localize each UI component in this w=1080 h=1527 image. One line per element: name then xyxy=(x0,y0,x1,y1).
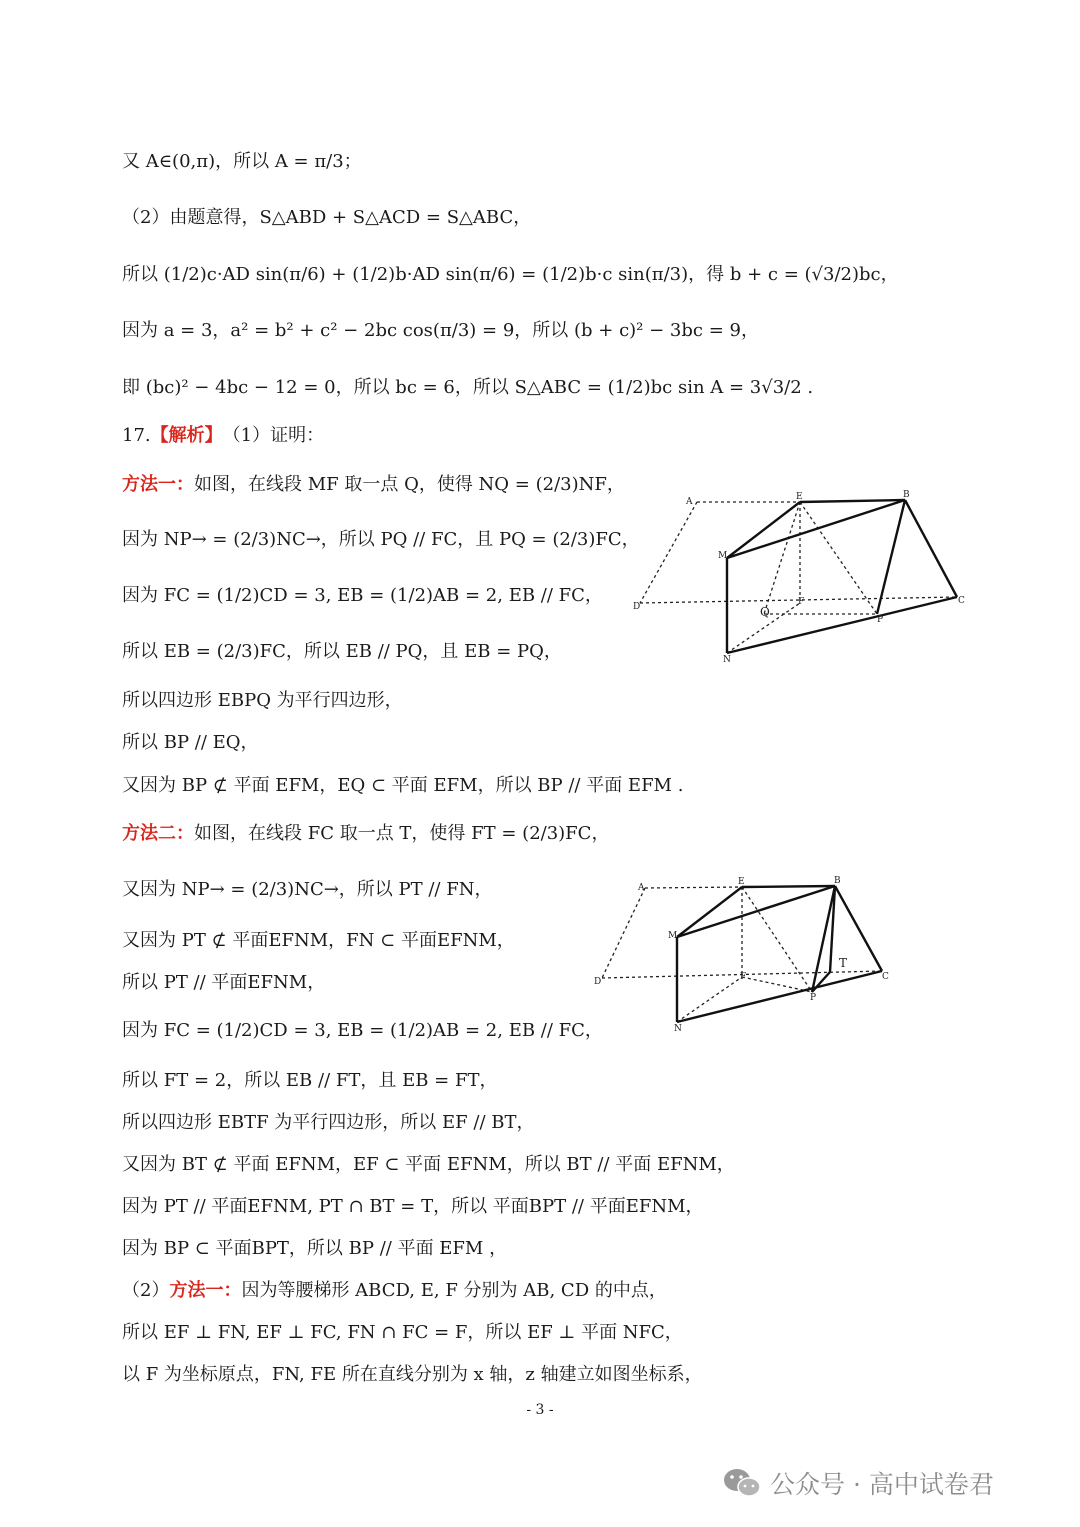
vertex-label: C xyxy=(882,972,889,982)
text-line: （2）由题意得，S△ABD + S△ACD = S△ABC， xyxy=(122,207,532,228)
geometry-figure-2 xyxy=(590,876,895,1036)
text-line: 所以四边形 EBPQ 为平行四边形， xyxy=(122,690,403,711)
text-line: 又因为 BT ⊄ 平面 EFNM，EF ⊂ 平面 EFNM，所以 BT // 平面 EFNM， xyxy=(122,1154,735,1175)
text-line: 又因为 NP→ = (2/3)NC→，所以 PT // FN， xyxy=(122,879,493,900)
geometry-figure-1 xyxy=(630,490,970,665)
vertex-label: N xyxy=(674,1024,682,1034)
text-line: 因为 a = 3，a² = b² + c² − 2bc cos(π/3) = 9，所以 (b + c)² − 3bc = 9， xyxy=(122,320,759,341)
vertex-label: T xyxy=(839,956,848,970)
vertex-label: F xyxy=(740,972,747,982)
watermark-text: 公众号 · 高中试卷君 xyxy=(770,1470,994,1499)
wechat-icon xyxy=(722,1467,762,1505)
vertex-label: N xyxy=(723,655,731,665)
text-line: 所以 BP // EQ， xyxy=(122,732,259,753)
text-line: 所以 (1/2)c·AD sin(π/6) + (1/2)b·AD sin(π/6) = (1/2)b·c sin(π/3)，得 b + c = (√3/2)bc， xyxy=(122,264,899,285)
vertex-label: B xyxy=(903,490,910,500)
vertex-label: B xyxy=(834,876,841,886)
vertex-label: M xyxy=(718,551,728,561)
vertex-label: Q xyxy=(760,605,770,619)
page-number: - 3 - xyxy=(526,1402,554,1418)
method-heading: 方法一：如图，在线段 MF 取一点 Q，使得 NQ = (2/3)NF， xyxy=(122,474,625,495)
text-line: 所以 FT = 2，所以 EB // FT，且 EB = FT， xyxy=(122,1070,498,1091)
vertex-label: C xyxy=(958,596,965,606)
text-line: 所以 PT // 平面EFNM， xyxy=(122,972,326,993)
text-line: 因为 NP→ = (2/3)NC→，所以 PQ // FC，且 PQ = (2/3)FC， xyxy=(122,529,640,550)
vertex-label: D xyxy=(594,977,602,987)
vertex-label: F xyxy=(798,597,805,607)
vertex-label: A xyxy=(686,497,693,507)
vertex-label: P xyxy=(877,615,884,625)
text-line: （2）方法一：因为等腰梯形 ABCD, E, F 分别为 AB, CD 的中点， xyxy=(122,1280,667,1301)
question-heading: 17.【解析】（1）证明： xyxy=(122,425,325,446)
vertex-label: E xyxy=(796,492,803,502)
text-line: 即 (bc)² − 4bc − 12 = 0，所以 bc = 6，所以 S△ABC = (1/2)bc sin A = 3√3/2 . xyxy=(122,377,814,398)
text-line: 所以四边形 EBTF 为平行四边形，所以 EF // BT， xyxy=(122,1112,535,1133)
text-line: 以 F 为坐标原点，FN, FE 所在直线分别为 x 轴，z 轴建立如图坐标系， xyxy=(122,1364,703,1385)
vertex-label: A xyxy=(638,883,645,893)
vertex-label: E xyxy=(738,877,745,887)
text-line: 所以 EB = (2/3)FC，所以 EB // PQ，且 EB = PQ， xyxy=(122,641,562,662)
vertex-label: P xyxy=(810,993,817,1003)
text-line: 又 A∈(0,π)，所以 A = π/3； xyxy=(122,151,362,172)
text-line: 所以 EF ⊥ FN, EF ⊥ FC, FN ∩ FC = F，所以 EF ⊥ 平面 NFC， xyxy=(122,1322,683,1343)
vertex-label: M xyxy=(668,931,678,941)
watermark xyxy=(722,1465,994,1505)
text-line: 又因为 BP ⊄ 平面 EFM，EQ ⊂ 平面 EFM，所以 BP // 平面 EFM . xyxy=(122,775,684,796)
text-line: 又因为 PT ⊄ 平面EFNM，FN ⊂ 平面EFNM， xyxy=(122,930,515,951)
vertex-label: D xyxy=(633,602,641,612)
text-line: 因为 PT // 平面EFNM, PT ∩ BT = T，所以 平面BPT // 平面EFNM， xyxy=(122,1196,704,1217)
text-line: 因为 FC = (1/2)CD = 3, EB = (1/2)AB = 2, EB // FC， xyxy=(122,1020,603,1041)
method-heading: 方法二：如图，在线段 FC 取一点 T，使得 FT = (2/3)FC， xyxy=(122,823,610,844)
text-line: 因为 FC = (1/2)CD = 3, EB = (1/2)AB = 2, EB // FC， xyxy=(122,585,603,606)
text-line: 因为 BP ⊂ 平面BPT，所以 BP // 平面 EFM ， xyxy=(122,1238,508,1259)
